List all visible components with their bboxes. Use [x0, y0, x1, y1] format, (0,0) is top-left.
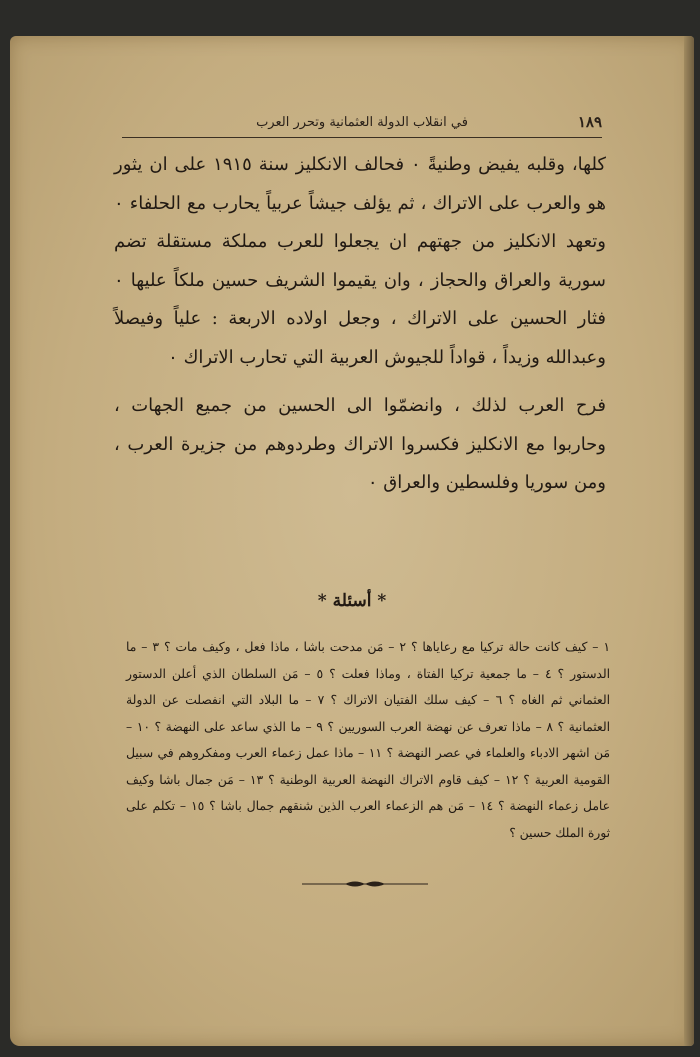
book-page	[10, 36, 694, 1046]
page-header	[122, 113, 602, 138]
ornament-divider	[300, 879, 430, 889]
running-title: في انقلاب الدولة العثمانية وتحرر العرب	[256, 115, 468, 130]
paragraph-1: كلها، وقلبه يفيض وطنيةً ٠ فحالف الانكليز سنة ١٩١٥ على ان يثور هو والعرب على الاتراك ، ثم يؤلف جيشاً عربياً يحارب مع الحلفاء ٠ وتعهد الانكليز من جهتهم ان يجعلوا للعرب مملكة مستقلة تضم سورية والعراق والحجاز ، وان يقيموا الشريف حسين ملكاً عليها ٠ فثار الحسين على الاتراك ، وجعل اولاده الاربعة : علياً وفيصلاً وعبدالله وزيداً ، قواداً للجيوش العربية التي تحارب الاتراك ٠	[114, 154, 606, 368]
questions-heading: * أسئلة *	[317, 591, 387, 611]
questions-list: ١ – كيف كانت حالة تركيا مع رعاياها ؟ ٢ – مَن مدحت باشا ، ماذا فعل ، وكيف مات ؟ ٣ – ما الدستور ؟ ٤ – ما جمعية تركيا الفتاة ، وماذا فعلت ؟ ٥ – مَن السلطان الذي أعلن الدستور العثماني ثم الغاه ؟ ٦ – كيف سلك الفتيان الاتراك ؟ ٧ – ما البلاد التي انفصلت عن الدولة العثمانية ؟ ٨ – ماذا تعرف عن نهضة العرب السوريين ؟ ٩ – ما الذي ساعد على النهضة ؟ ١٠ – مَن اشهر الادباء والعلماء في عصر النهضة ؟ ١١ – ماذا عمل زعماء العرب ومفكروهم في سبيل القومية العربية ؟ ١٢ – كيف قاوم الاتراك النهضة العربية الوطنية ؟ ١٣ – مَن جمال باشا وكيف عامل زعماء النهضة ؟ ١٤ – مَن هم الزعماء العرب الذين شنقهم جمال باشا ؟ ١٥ – تكلم على ثورة الملك حسين ؟	[126, 640, 611, 840]
paragraph-2: فرح العرب لذلك ، وانضمّوا الى الحسين من جميع الجهات ، وحاربوا مع الانكليز فكسروا الاتراك وطردوهم من جزيرة العرب ، ومن سوريا وفلسطين والعراق ٠	[114, 395, 606, 493]
page-edge	[684, 36, 694, 1046]
page-number: ١٨٩	[577, 113, 602, 131]
body-text	[114, 146, 606, 503]
